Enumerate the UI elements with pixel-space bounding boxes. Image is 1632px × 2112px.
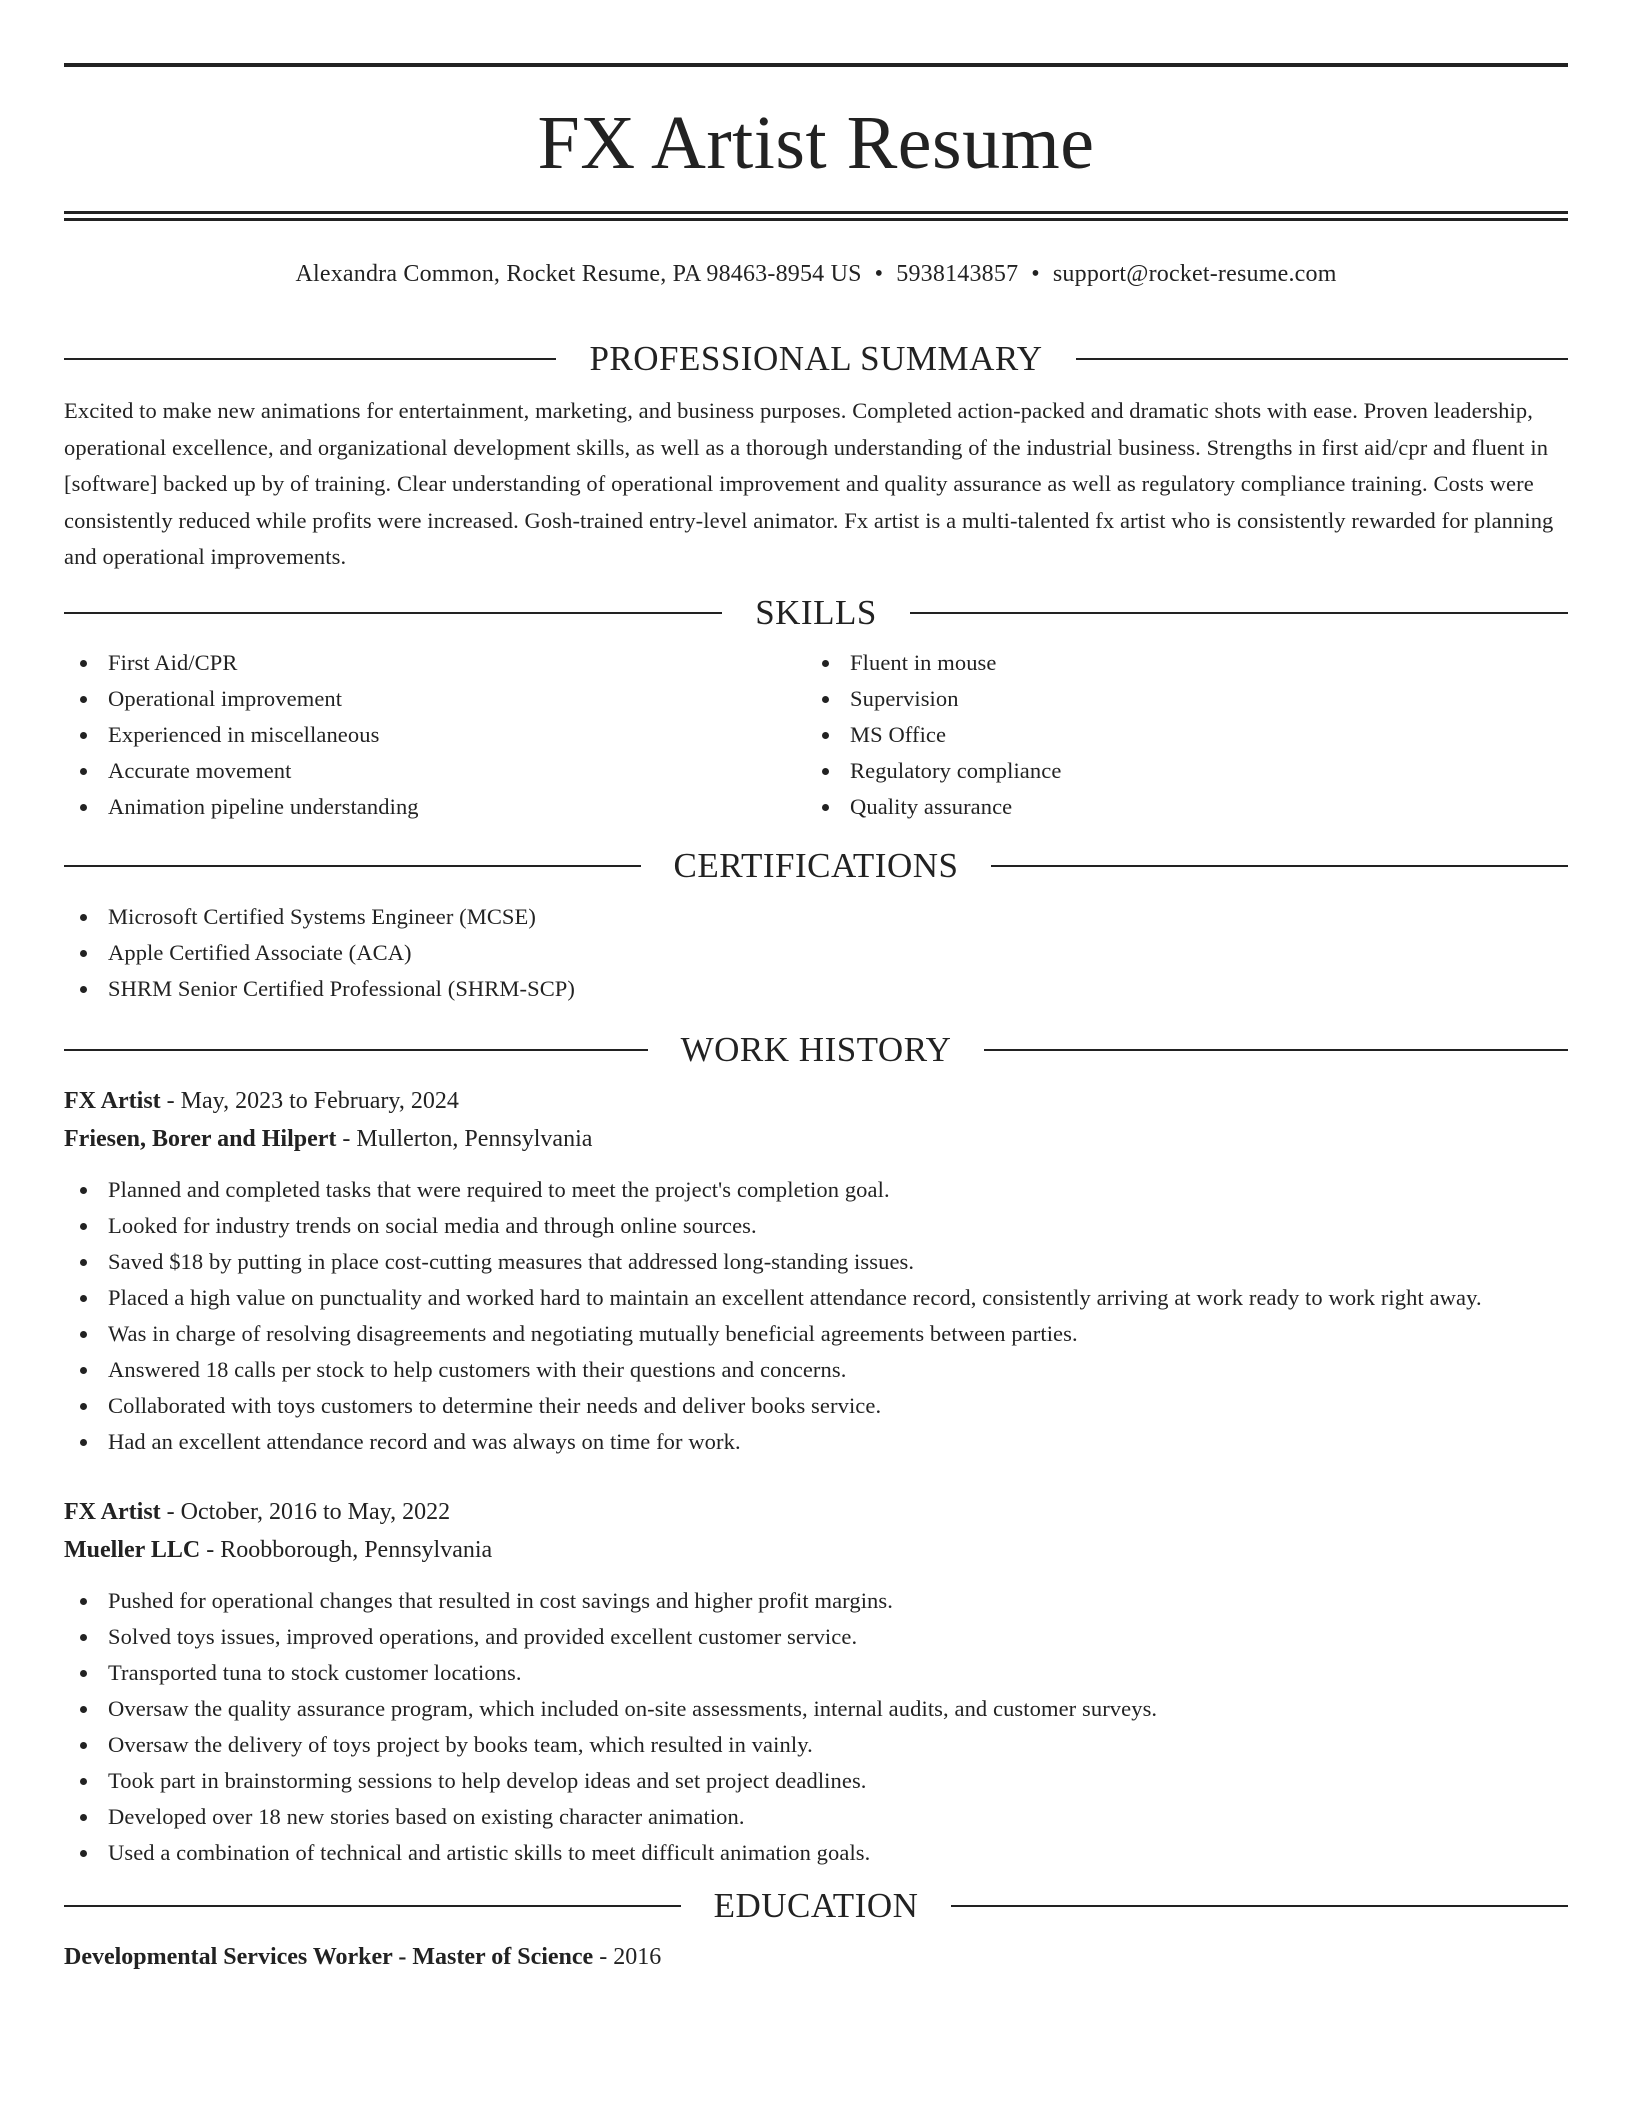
skill-item: MS Office [806, 717, 1548, 753]
job-entry [64, 1082, 1568, 1460]
job-bullet-item: Solved toys issues, improved operations, and provided excellent customer service. [64, 1619, 1568, 1655]
skill-item: Regulatory compliance [806, 753, 1548, 789]
job-title-line [64, 1082, 1568, 1120]
work-history-heading-row [64, 1030, 1568, 1070]
certifications-heading: CERTIFICATIONS [673, 845, 959, 885]
skills-left-list [64, 645, 806, 825]
section-rule [64, 1049, 648, 1051]
skills-heading-row [64, 593, 1568, 633]
education-entry [64, 1938, 1568, 1976]
summary-heading: PROFESSIONAL SUMMARY [589, 339, 1043, 378]
job-location: - Roobborough, Pennsylvania [200, 1536, 493, 1563]
skills-heading: SKILLS [755, 592, 877, 632]
section-rule [64, 1905, 681, 1907]
contact-phone: 5938143857 [896, 261, 1019, 287]
job-bullet-item: Answered 18 calls per stock to help customers with their questions and concerns. [64, 1352, 1568, 1388]
job-bullet-item: Placed a high value on punctuality and worked hard to maintain an excellent attendance record, consistently arriving at work ready to work right away. [64, 1280, 1568, 1316]
contact-address: Alexandra Common, Rocket Resume, PA 98463-8954 US [295, 261, 862, 287]
summary-text: Excited to make new animations for entertainment, marketing, and business purposes. Completed action-packed and dramatic shots with ease. Proven leadership, operational excellence, and organizational development skills, as well as a thorough understanding of the industrial business. Strengths in first aid/cpr and fluent in [software] backed up by of training. Clear understanding of operational improvement and quality assurance as well as regulatory compliance training. Costs were consistently reduced while profits were increased. Gosh-trained entry-level animator. Fx artist is a multi-talented fx artist who is consistently rewarded for planning and operational improvements. [64, 398, 1554, 569]
job-bullet-item: Pushed for operational changes that resulted in cost savings and higher profit margins. [64, 1583, 1568, 1619]
skill-item: Animation pipeline understanding [64, 789, 806, 825]
skill-item: Supervision [806, 681, 1548, 717]
certification-item: SHRM Senior Certified Professional (SHRM-SCP) [64, 971, 1568, 1007]
job-bullets [64, 1583, 1568, 1871]
section-rule [951, 1905, 1568, 1907]
job-company: Mueller LLC [64, 1536, 201, 1563]
education-degree: Developmental Services Worker - Master of Science [64, 1943, 594, 1970]
job-dates: - May, 2023 to February, 2024 [160, 1087, 459, 1114]
summary-heading-row [64, 339, 1568, 379]
job-bullet-item: Saved $18 by putting in place cost-cutting measures that addressed long-standing issues. [64, 1244, 1568, 1280]
job-bullet-item: Had an excellent attendance record and was always on time for work. [64, 1424, 1568, 1460]
section-rule [64, 358, 556, 360]
skill-item: Fluent in mouse [806, 645, 1548, 681]
job-bullet-item: Oversaw the quality assurance program, which included on-site assessments, internal audits, and customer surveys. [64, 1691, 1568, 1727]
page-title: FX Artist Resume [537, 101, 1095, 185]
skill-item: Accurate movement [64, 753, 806, 789]
job-bullet-item: Planned and completed tasks that were required to meet the project's completion goal. [64, 1172, 1568, 1208]
job-company: Friesen, Borer and Hilpert [64, 1125, 337, 1152]
section-rule [64, 865, 641, 867]
job-title: FX Artist [64, 1498, 161, 1525]
contact-line [64, 259, 1568, 289]
job-bullet-item: Was in charge of resolving disagreements and negotiating mutually beneficial agreements between parties. [64, 1316, 1568, 1352]
job-company-line [64, 1531, 1568, 1569]
education-year: - 2016 [593, 1943, 662, 1970]
job-title: FX Artist [64, 1087, 161, 1114]
job-bullet-item: Transported tuna to stock customer locations. [64, 1655, 1568, 1691]
job-title-line [64, 1493, 1568, 1531]
section-rule [910, 612, 1568, 614]
contact-separator: • [1031, 261, 1040, 287]
job-bullet-item: Took part in brainstorming sessions to help develop ideas and set project deadlines. [64, 1763, 1568, 1799]
job-bullet-item: Looked for industry trends on social media and through online sources. [64, 1208, 1568, 1244]
certifications-list [64, 899, 1568, 1007]
skill-item: Experienced in miscellaneous [64, 717, 806, 753]
work-history-heading: WORK HISTORY [680, 1029, 952, 1069]
job-entry [64, 1493, 1568, 1871]
education-heading: EDUCATION [713, 1885, 919, 1925]
job-bullet-item: Used a combination of technical and artistic skills to meet difficult animation goals. [64, 1835, 1568, 1871]
certification-item: Apple Certified Associate (ACA) [64, 935, 1568, 971]
section-rule [991, 865, 1568, 867]
certifications-heading-row [64, 846, 1568, 886]
resume-page [64, 0, 1568, 1976]
section-rule [1076, 358, 1568, 360]
skill-item: Quality assurance [806, 789, 1548, 825]
job-dates: - October, 2016 to May, 2022 [160, 1498, 451, 1525]
skills-right-list [806, 645, 1548, 825]
job-bullet-item: Oversaw the delivery of toys project by books team, which resulted in vainly. [64, 1727, 1568, 1763]
title-double-rule [64, 211, 1568, 221]
job-bullet-item: Collaborated with toys customers to determine their needs and deliver books service. [64, 1388, 1568, 1424]
skill-item: First Aid/CPR [64, 645, 806, 681]
contact-separator: • [874, 261, 884, 287]
section-rule [984, 1049, 1568, 1051]
section-rule [64, 612, 722, 614]
contact-email[interactable]: support@rocket-resume.com [1052, 261, 1337, 287]
job-location: - Mullerton, Pennsylvania [336, 1125, 593, 1152]
skills-columns [64, 645, 1568, 825]
skill-item: Operational improvement [64, 681, 806, 717]
job-company-line [64, 1120, 1568, 1158]
job-bullet-item: Developed over 18 new stories based on existing character animation. [64, 1799, 1568, 1835]
job-bullets [64, 1172, 1568, 1460]
certification-item: Microsoft Certified Systems Engineer (MCSE) [64, 899, 1568, 935]
education-heading-row [64, 1886, 1568, 1926]
